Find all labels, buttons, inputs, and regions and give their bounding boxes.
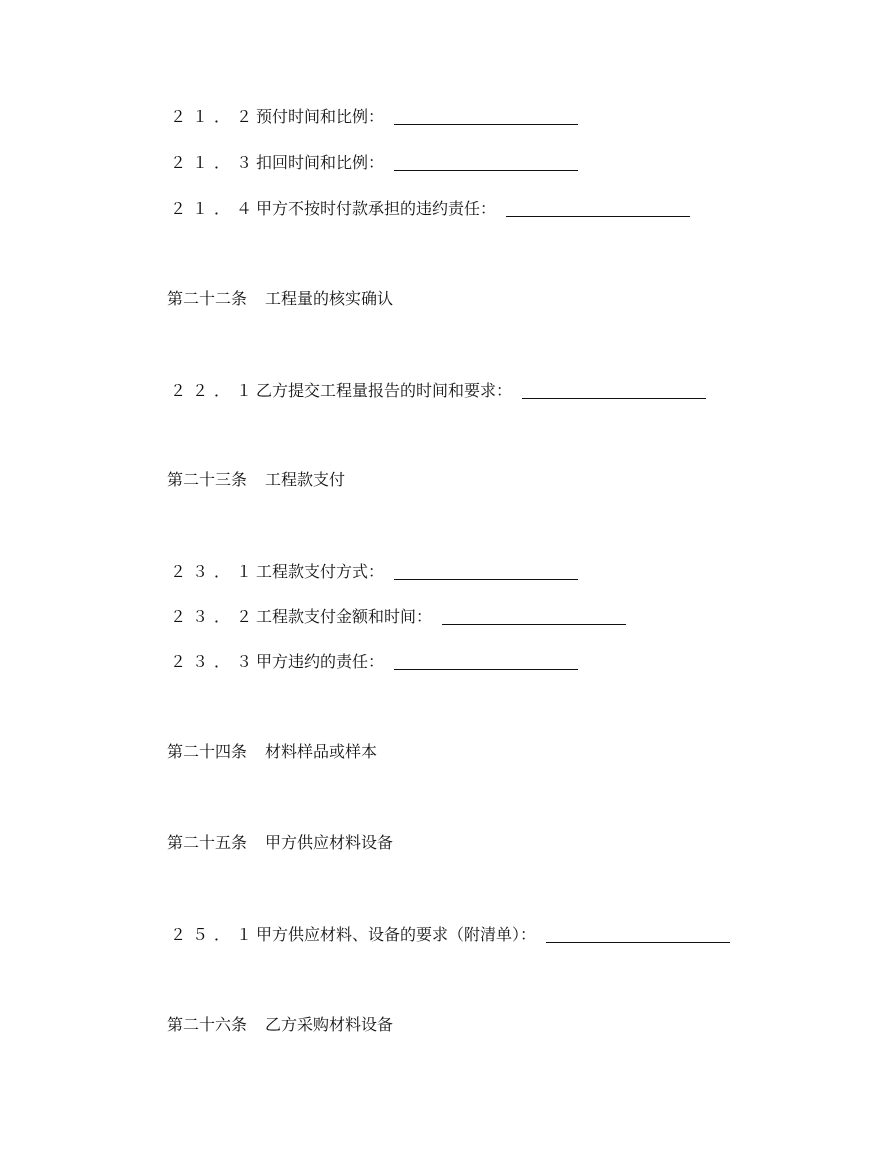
article-24-heading	[167, 741, 377, 763]
fill-in-blank[interactable]	[506, 202, 690, 217]
fill-in-blank[interactable]	[522, 384, 706, 399]
clause-22-1	[170, 380, 706, 402]
fill-in-blank[interactable]	[394, 565, 578, 580]
clause-number: ２３．１	[170, 562, 259, 581]
fill-in-blank[interactable]	[394, 156, 578, 171]
clause-text: 预付时间和比例：	[256, 107, 385, 126]
article-22-heading	[167, 288, 393, 310]
clause-text: 甲方不按时付款承担的违约责任：	[256, 199, 497, 218]
article-title: 工程量的核实确认	[265, 289, 394, 308]
clause-number: ２１．４	[170, 199, 259, 218]
clause-25-1	[170, 924, 730, 946]
clause-number: ２３．２	[170, 607, 259, 626]
clause-23-3	[170, 651, 578, 673]
article-number: 第二十二条	[167, 289, 248, 308]
clause-text: 甲方供应材料、设备的要求（附清单）：	[256, 925, 537, 944]
article-23-heading	[167, 469, 345, 491]
clause-text: 工程款支付方式：	[256, 562, 385, 581]
fill-in-blank[interactable]	[442, 610, 626, 625]
clause-text: 扣回时间和比例：	[256, 153, 385, 172]
clause-text: 工程款支付金额和时间：	[256, 607, 433, 626]
clause-23-2	[170, 606, 626, 628]
clause-21-2	[170, 106, 578, 128]
fill-in-blank[interactable]	[394, 110, 578, 125]
clause-number: ２１．２	[170, 107, 259, 126]
clause-21-4	[170, 198, 690, 220]
clause-text: 甲方违约的责任：	[256, 652, 385, 671]
fill-in-blank[interactable]	[394, 655, 578, 670]
clause-number: ２５．１	[170, 925, 259, 944]
clause-number: ２２．１	[170, 381, 259, 400]
fill-in-blank[interactable]	[546, 928, 730, 943]
article-25-heading	[167, 832, 393, 854]
article-26-heading	[167, 1014, 393, 1036]
article-number: 第二十六条	[167, 1015, 248, 1034]
clause-23-1	[170, 561, 578, 583]
clause-number: ２３．３	[170, 652, 259, 671]
article-number: 第二十三条	[167, 470, 248, 489]
article-number: 第二十五条	[167, 833, 248, 852]
article-title: 甲方供应材料设备	[265, 833, 394, 852]
clause-text: 乙方提交工程量报告的时间和要求：	[256, 381, 513, 400]
article-title: 乙方采购材料设备	[265, 1015, 394, 1034]
article-title: 工程款支付	[265, 470, 346, 489]
clause-number: ２１．３	[170, 153, 259, 172]
article-title: 材料样品或样本	[265, 742, 378, 761]
article-number: 第二十四条	[167, 742, 248, 761]
clause-21-3	[170, 152, 578, 174]
